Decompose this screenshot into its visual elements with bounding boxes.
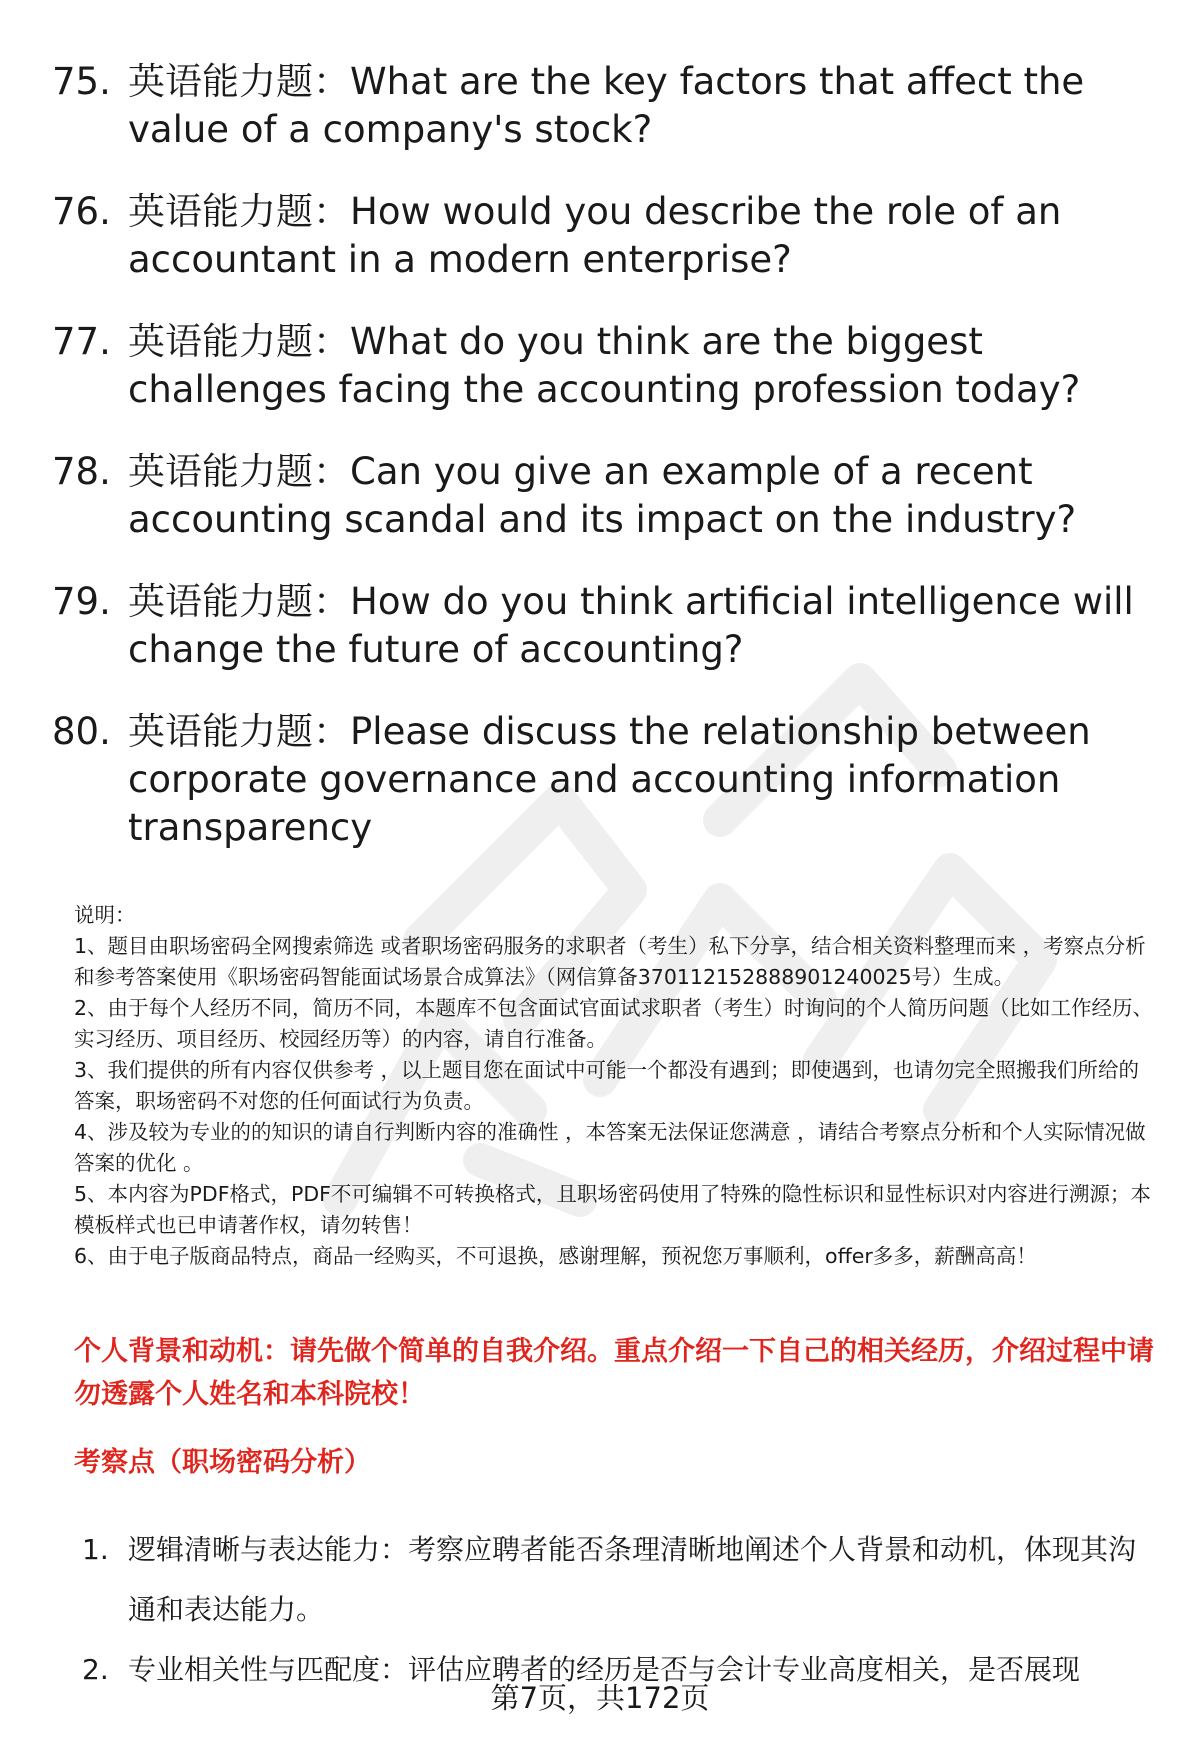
point-text: 逻辑清晰与表达能力：考察应聘者能否条理清晰地阐述个人背景和动机，体现其沟通和表达能力。: [128, 1533, 1137, 1626]
question-number: 76.: [52, 190, 111, 233]
point-number: 1.: [82, 1533, 109, 1566]
question-item: [52, 318, 1152, 414]
question-number: 75.: [52, 60, 111, 103]
question-text: 英语能力题：How do you think artificial intelligence will change the future of accounting?: [128, 580, 1134, 671]
question-text: 英语能力题：What do you think are the biggest challenges facing the accounting profession today?: [128, 320, 1081, 411]
page-footer: 第7页，共172页: [490, 1681, 710, 1715]
notes-section: [74, 900, 1154, 1272]
section-title: 个人背景和动机：请先做个简单的自我介绍。重点介绍一下自己的相关经历，介绍过程中请勿透露个人姓名和本科院校！: [74, 1336, 1154, 1410]
question-number: 78.: [52, 450, 111, 493]
question-item: [52, 448, 1152, 544]
analysis-point: [82, 1520, 1162, 1640]
question-number: 80.: [52, 710, 111, 753]
question-list: [52, 58, 1152, 886]
note-item: 4、涉及较为专业的的知识的请自行判断内容的准确性 ，本答案无法保证您满意 ，请结合考察点分析和个人实际情况做答案的优化 。: [74, 1120, 1146, 1175]
notes-title: 说明：: [74, 903, 136, 927]
section-subtitle: 考察点（职场密码分析）: [74, 1447, 371, 1478]
note-item: 1、题目由职场密码全网搜索筛选 或者职场密码服务的求职者（考生）私下分享，结合相关资料整理而来 ，考察点分析和参考答案使用《职场密码智能面试场景合成算法》（网信算备370112152888901240025号）生成。: [74, 934, 1146, 989]
analysis-points: [82, 1520, 1162, 1700]
question-item: [52, 708, 1152, 852]
note-item: 5、本内容为PDF格式，PDF不可编辑不可转换格式，且职场密码使用了特殊的隐性标识和显性标识对内容进行溯源；本模板样式也已申请著作权，请勿转售！: [74, 1182, 1151, 1237]
question-number: 79.: [52, 580, 111, 623]
note-item: 2、由于每个人经历不同，简历不同，本题库不包含面试官面试求职者（考生）时询问的个人简历问题（比如工作经历、实习经历、项目经历、校园经历等）的内容，请自行准备。: [74, 996, 1154, 1051]
question-item: [52, 578, 1152, 674]
question-text: 英语能力题：Can you give an example of a recent accounting scandal and its impact on the industry?: [128, 450, 1077, 541]
question-text: 英语能力题：Please discuss the relationship between corporate governance and accounting information transparency: [128, 710, 1091, 849]
point-number: 2.: [82, 1653, 109, 1686]
question-item: [52, 188, 1152, 284]
point-text: 专业相关性与匹配度：评估应聘者的经历是否与会计专业高度相关，是否展现: [128, 1653, 1081, 1686]
question-number: 77.: [52, 320, 111, 363]
question-text: 英语能力题：How would you describe the role of an accountant in a modern enterprise?: [128, 190, 1062, 281]
note-item: 3、我们提供的所有内容仅供参考 ，以上题目您在面试中可能一个都没有遇到；即使遇到，也请勿完全照搬我们所给的答案，职场密码不对您的任何面试行为负责。: [74, 1058, 1140, 1113]
note-item: 6、由于电子版商品特点，商品一经购买，不可退换，感谢理解，预祝您万事顺利，offer多多，薪酬高高！: [74, 1244, 1037, 1268]
question-item: [52, 58, 1152, 154]
question-text: 英语能力题：What are the key factors that affect the value of a company's stock?: [128, 60, 1085, 151]
